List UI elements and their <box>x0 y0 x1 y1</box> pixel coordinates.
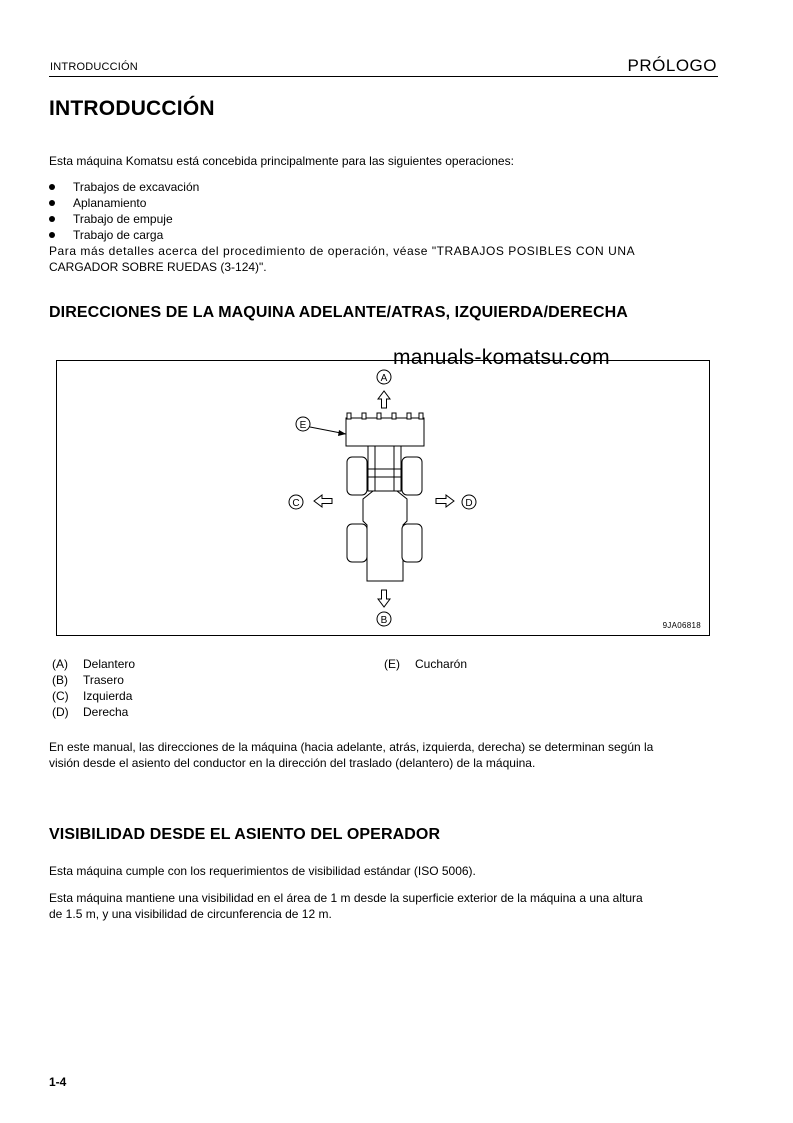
arrow-forward-icon <box>378 391 390 408</box>
arrow-right-icon <box>436 495 454 507</box>
list-item: Trabajo de empuje <box>49 211 199 227</box>
label-a <box>377 370 391 384</box>
visibility-heading: VISIBILIDAD DESDE EL ASIENTO DEL OPERADOR <box>49 826 441 843</box>
figure-id: 9JA06818 <box>662 621 701 630</box>
list-item: Trabajos de excavación <box>49 179 199 195</box>
visibility-text-2-line1: Esta máquina mantiene una visibilidad en el área de 1 m desde la superficie exterior de la máquina a una altura <box>49 891 643 905</box>
label-c-text: C <box>292 498 300 509</box>
list-item: Aplanamiento <box>49 195 199 211</box>
page-title: INTRODUCCIÓN <box>49 97 215 120</box>
label-e <box>296 417 310 431</box>
front-frame <box>368 446 401 491</box>
bullet-icon <box>49 216 55 222</box>
directions-heading: DIRECCIONES DE LA MAQUINA ADELANTE/ATRAS, IZQUIERDA/DERECHA <box>49 304 628 321</box>
label-c <box>289 495 303 509</box>
label-e-text: E <box>299 420 307 431</box>
loader-diagram <box>57 361 709 635</box>
legend-item: (B) Trasero <box>52 673 124 687</box>
machine-directions-figure <box>56 360 710 636</box>
label-d <box>462 495 476 509</box>
front-right-wheel <box>402 457 422 495</box>
legend-item: (E) Cucharón <box>384 657 468 671</box>
front-left-wheel <box>347 457 367 495</box>
arrow-backward-icon <box>378 590 390 607</box>
list-item: Trabajo de carga <box>49 227 199 243</box>
rear-left-wheel <box>347 524 367 562</box>
label-d-text: D <box>465 498 473 509</box>
bucket <box>346 413 424 446</box>
directions-note-line1: En este manual, las direcciones de la máquina (hacia adelante, atrás, izquierda, derecha) se determinan según la <box>49 740 654 754</box>
rear-frame <box>363 491 407 581</box>
arrow-left-icon <box>314 495 332 507</box>
header-rule <box>49 76 718 77</box>
visibility-text-2-line2: de 1.5 m, y una visibilidad de circunferencia de 12 m. <box>49 907 332 921</box>
legend-item: (D) Derecha <box>52 705 129 719</box>
details-text-line1: Para más detalles acerca del procedimiento de operación, véase "TRABAJOS POSIBLES CON UNA <box>49 244 636 258</box>
operations-list <box>49 179 199 243</box>
label-b-text: B <box>380 615 388 626</box>
legend-item: (A) Delantero <box>52 657 136 671</box>
label-a-text: A <box>380 373 388 384</box>
page-number: 1-4 <box>49 1075 67 1089</box>
details-text-line2: CARGADOR SOBRE RUEDAS (3-124)". <box>49 260 267 274</box>
visibility-text-1: Esta máquina cumple con los requerimientos de visibilidad estándar (ISO 5006). <box>49 864 476 878</box>
legend-item: (C) Izquierda <box>52 689 133 703</box>
watermark[interactable]: manuals-komatsu.com <box>393 346 610 369</box>
bullet-icon <box>49 184 55 190</box>
legend-left <box>52 656 135 720</box>
label-b <box>377 612 391 626</box>
header-chapter: PRÓLOGO <box>627 56 717 75</box>
directions-note-line2: visión desde el asiento del conductor en la dirección del traslado (delantero) de la máquina. <box>49 756 536 770</box>
leader-arrowhead-icon <box>338 430 346 436</box>
intro-text: Esta máquina Komatsu está concebida principalmente para las siguientes operaciones: <box>49 154 514 168</box>
rear-right-wheel <box>402 524 422 562</box>
header-section: INTRODUCCIÓN <box>50 61 138 73</box>
bullet-icon <box>49 232 55 238</box>
bullet-icon <box>49 200 55 206</box>
legend-right <box>384 656 467 672</box>
